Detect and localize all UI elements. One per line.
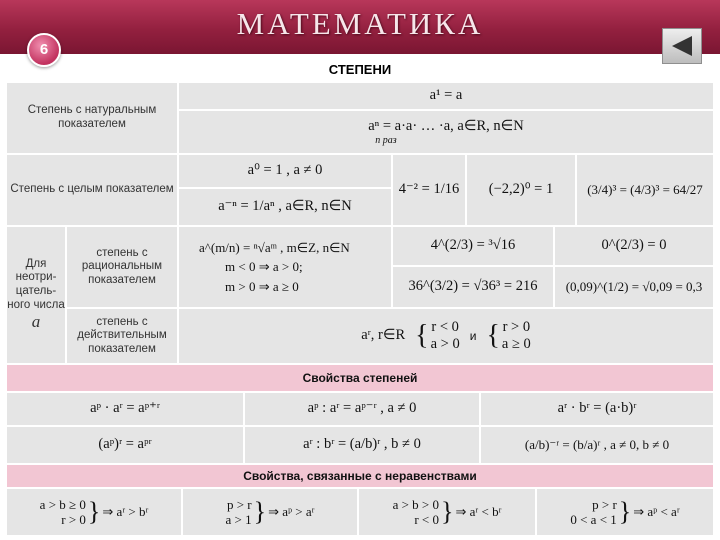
inequality-4-result: ⇒ aᵖ < aʳ xyxy=(633,504,680,520)
property-2 xyxy=(244,392,480,426)
property-5 xyxy=(244,426,480,464)
natural-formula-1-text: a¹ = a xyxy=(429,87,463,104)
property-6 xyxy=(480,426,714,464)
inequality-4 xyxy=(536,488,714,536)
inequality-3b: r < 0 xyxy=(414,512,440,527)
inequality-1 xyxy=(6,488,182,536)
property-3-text: aʳ · bʳ = (a·b)ʳ xyxy=(557,400,637,417)
properties-heading-text: Свойства степеней xyxy=(302,371,418,385)
real-condition-2 xyxy=(502,319,531,353)
integer-formula-2 xyxy=(178,188,392,226)
rational-example-2-text: 0^(2/3) = 0 xyxy=(601,237,667,254)
rational-label-text: степень с рациональным показателем xyxy=(81,246,163,286)
rational-label xyxy=(66,226,178,308)
natural-formula-2 xyxy=(178,110,714,154)
natural-formula-2-text: aⁿ = a·a· … ·a, a∈R, n∈N xyxy=(368,117,524,134)
back-arrow-icon[interactable] xyxy=(662,28,702,64)
rational-formula-2: m < 0 ⇒ a > 0; xyxy=(225,259,303,275)
rational-example-3-text: 36^(3/2) = √36³ = 216 xyxy=(408,278,538,295)
inequality-2b: a > 1 xyxy=(225,512,252,527)
real-label-text: степень с действительным показателем xyxy=(77,315,167,355)
inequality-2-result: ⇒ aᵖ > aʳ xyxy=(268,504,315,520)
right-brace-icon: } xyxy=(253,496,267,526)
integer-formula-2-text: a⁻ⁿ = 1/aⁿ , a∈R, n∈N xyxy=(218,198,352,215)
left-brace-icon: { xyxy=(486,320,500,352)
real-condition-2a: r > 0 xyxy=(502,318,531,335)
inequality-3a: a > b > 0 xyxy=(392,496,440,512)
inequality-1-conditions xyxy=(40,497,86,528)
right-brace-icon: } xyxy=(87,496,101,526)
rational-example-4-text: (0,09)^(1/2) = √0,09 = 0,3 xyxy=(565,279,703,295)
integer-label-text: Степень с целым показателем xyxy=(10,183,174,196)
inequality-2 xyxy=(182,488,358,536)
real-condition-1a: r < 0 xyxy=(431,318,459,335)
property-6-text: (a/b)⁻ʳ = (b/a)ʳ , a ≠ 0, b ≠ 0 xyxy=(524,437,670,453)
inequality-1-result: ⇒ aʳ > bʳ xyxy=(102,504,149,520)
property-4-text: (aᵖ)ʳ = aᵖʳ xyxy=(98,436,152,453)
properties-heading xyxy=(6,364,714,392)
inequality-4b: 0 < a < 1 xyxy=(570,512,617,527)
inequality-heading-text: Свойства, связанные с неравенствами xyxy=(243,469,477,483)
right-brace-icon: } xyxy=(441,496,454,526)
inequality-3 xyxy=(358,488,536,536)
real-condition-1 xyxy=(431,319,460,353)
nonneg-variable: a xyxy=(31,312,41,332)
real-formula-base: aʳ, r∈R xyxy=(361,327,406,344)
inequality-2-conditions xyxy=(226,497,252,528)
property-4 xyxy=(6,426,244,464)
rational-formula-1: a^(m/n) = ⁿ√aᵐ , m∈Z, n∈N xyxy=(199,240,350,255)
natural-formula-2-note: n раз xyxy=(375,134,397,146)
property-5-text: aʳ : bʳ = (a/b)ʳ , b ≠ 0 xyxy=(303,436,421,453)
grade-badge: 6 xyxy=(27,33,61,67)
integer-example-3-text: (3/4)³ = (4/3)³ = 64/27 xyxy=(587,182,703,198)
integer-formula-1-text: a⁰ = 1 , a ≠ 0 xyxy=(247,162,323,179)
inequality-1b: r > 0 xyxy=(61,512,86,527)
real-and-word: и xyxy=(469,328,477,343)
rational-example-1 xyxy=(392,226,554,266)
inequality-4a: p > r xyxy=(592,496,617,512)
natural-formula-1 xyxy=(178,82,714,110)
integer-example-2-text: (−2,2)⁰ = 1 xyxy=(488,181,554,198)
property-1-text: aᵖ · aʳ = aᵖ⁺ʳ xyxy=(90,400,160,417)
left-brace-icon: { xyxy=(415,320,429,352)
property-2-text: aᵖ : aʳ = aᵖ⁻ʳ , a ≠ 0 xyxy=(307,400,417,417)
powers-table xyxy=(6,82,714,536)
inequality-4-conditions xyxy=(570,497,616,528)
rational-formula-3: m > 0 ⇒ a ≥ 0 xyxy=(225,278,299,294)
integer-formula-1 xyxy=(178,154,392,188)
right-brace-icon: } xyxy=(618,496,632,526)
rational-example-1-text: 4^(2/3) = ³√16 xyxy=(430,237,516,254)
integer-example-1-text: 4⁻² = 1/16 xyxy=(398,181,460,198)
header-banner xyxy=(0,0,720,54)
rational-example-3 xyxy=(392,266,554,308)
rational-example-2 xyxy=(554,226,714,266)
inequality-3-result: ⇒ aʳ < bʳ xyxy=(455,504,502,520)
page-title: СТЕПЕНИ xyxy=(328,62,392,77)
nonneg-label xyxy=(6,226,66,364)
nonneg-label-text: Для неотри-цатель-ного числа xyxy=(7,257,65,311)
property-3 xyxy=(480,392,714,426)
rational-formulas xyxy=(178,226,392,308)
integer-label xyxy=(6,154,178,226)
app-title: МАТЕМАТИКА xyxy=(236,6,484,41)
inequality-1a: a > b ≥ 0 xyxy=(39,496,86,512)
natural-label-text: Степень с натуральным показателем xyxy=(27,104,157,130)
real-condition-2b: a ≥ 0 xyxy=(501,336,531,352)
property-1 xyxy=(6,392,244,426)
inequality-2a: p > r xyxy=(226,496,252,512)
inequality-heading xyxy=(6,464,714,488)
real-condition-1b: a > 0 xyxy=(430,336,460,352)
integer-example-2 xyxy=(466,154,576,226)
integer-example-1 xyxy=(392,154,466,226)
real-label xyxy=(66,308,178,364)
real-formula xyxy=(178,308,714,364)
rational-example-4 xyxy=(554,266,714,308)
natural-label xyxy=(6,82,178,154)
inequality-3-conditions xyxy=(393,497,439,528)
integer-example-3 xyxy=(576,154,714,226)
